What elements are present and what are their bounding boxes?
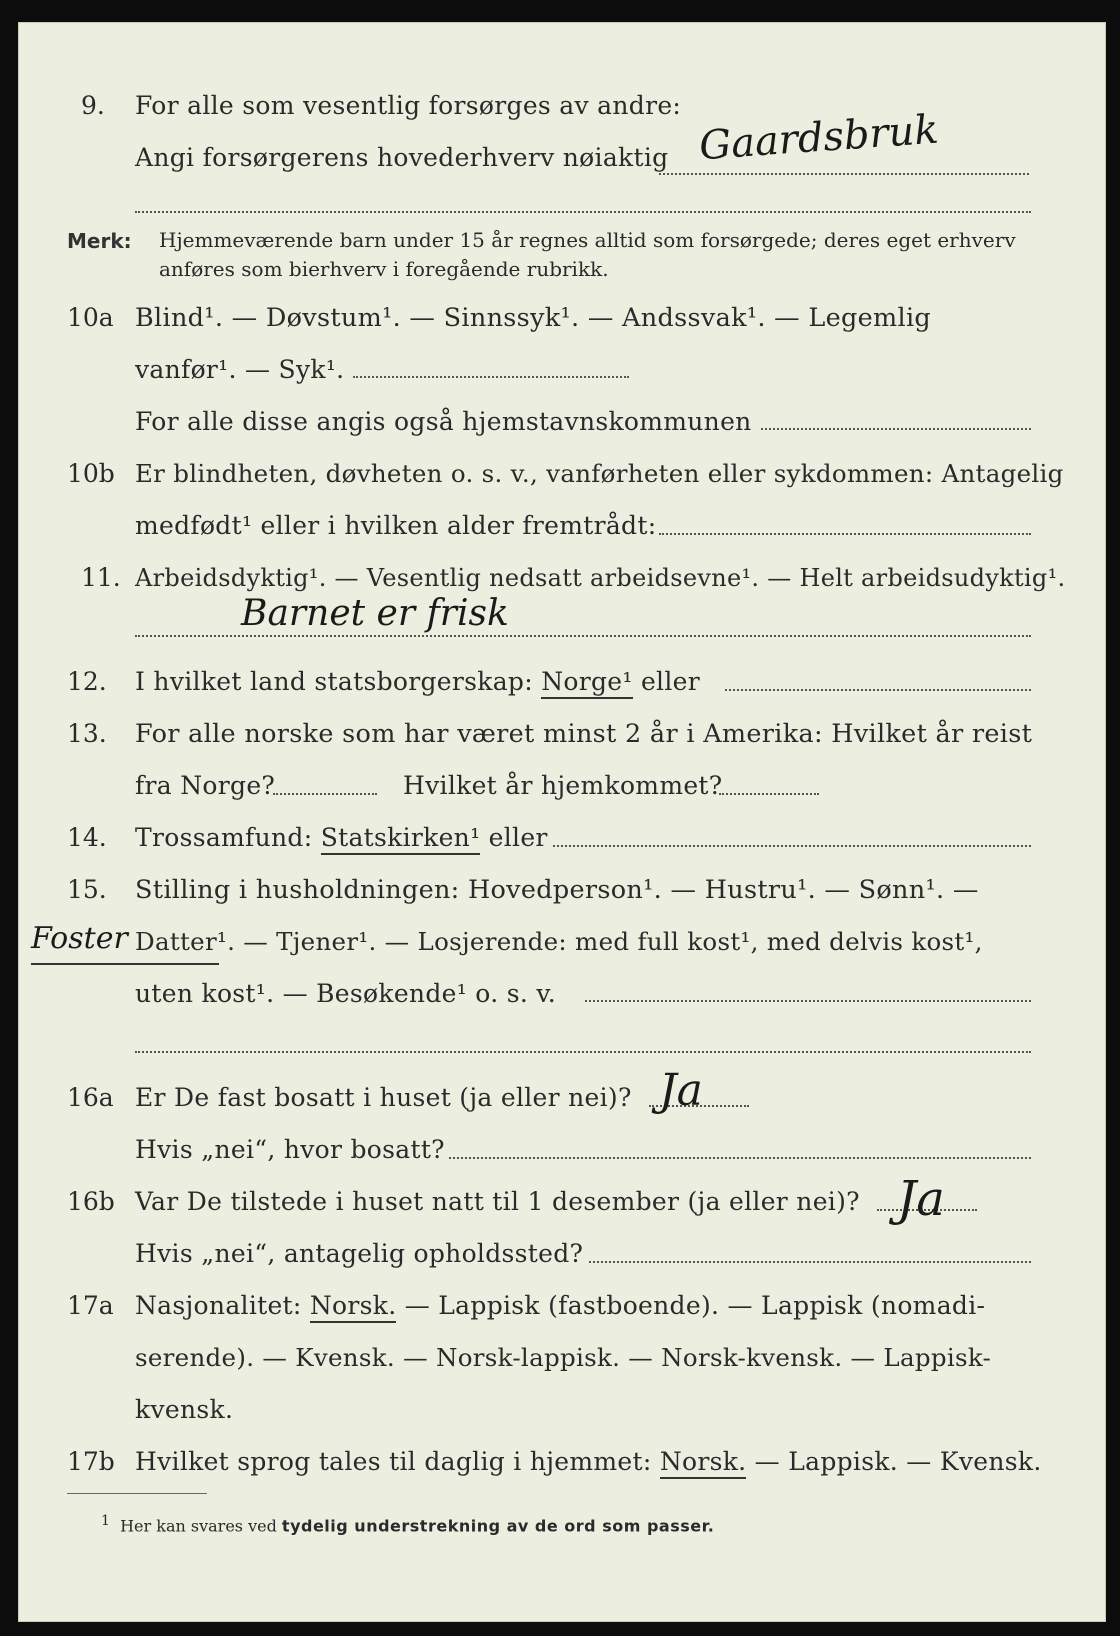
q15-blank [585, 1000, 1031, 1002]
q15-line3: uten kost¹. — Besøkende¹ o. s. v. [135, 979, 557, 1008]
q12-question [135, 667, 700, 697]
q11-line1: Arbeidsdyktig¹. — Vesentlig nedsatt arbeidsevne¹. — Helt arbeidsudyktig¹. [135, 564, 1066, 592]
q10b-line1: Er blindheten, døvheten o. s. v., vanførheten eller sykdommen: Antagelig [135, 459, 1064, 488]
q17a-number: 17a [67, 1291, 114, 1320]
q12-post: eller [640, 667, 700, 696]
q17b-underlined-answer: Norsk. [660, 1447, 747, 1479]
q10b-number: 10b [67, 459, 115, 488]
q13-hjemkommet-blank [719, 793, 819, 795]
q17b-number: 17b [67, 1447, 115, 1476]
q16a-line2: Hvis „nei“, hvor bosatt? [135, 1135, 445, 1164]
q12-number: 12. [67, 667, 107, 696]
q13-line1: For alle norske som har været minst 2 år i Amerika: Hvilket år reist [135, 719, 1033, 749]
q10a-line2: vanfør¹. — Syk¹. [135, 355, 345, 384]
q16b-handwritten-answer: Ja [897, 1171, 945, 1227]
q13-number: 13. [67, 719, 107, 748]
census-form-page [18, 22, 1106, 1622]
q9-line1: For alle som vesentlig forsørges av andre: [135, 91, 682, 120]
q14-underlined-answer: Statskirken¹ [321, 823, 481, 855]
q14-question [135, 823, 548, 853]
q10a-line2-blank [353, 376, 629, 378]
q17b-pre: Hvilket sprog tales til daglig i hjemmet: [135, 1447, 652, 1476]
q11-number: 11. [81, 563, 121, 592]
footnote [101, 1513, 714, 1535]
q16a-handwritten-answer: Ja [659, 1065, 703, 1116]
q12-underlined-answer: Norge¹ [541, 667, 633, 699]
q10a-line1: Blind¹. — Døvstum¹. — Sinnssyk¹. — Andssvak¹. — Legemlig [135, 303, 932, 333]
q16a-number: 16a [67, 1083, 114, 1112]
merk-label: Merk: [67, 229, 132, 253]
q10b-line2: medfødt¹ eller i hvilken alder fremtrådt: [135, 511, 657, 540]
q11-handwritten-answer: Barnet er frisk [241, 593, 509, 634]
q9-handwritten-answer: Gaardsbruk [697, 106, 940, 170]
q17a-line3: kvensk. [135, 1395, 234, 1424]
q14-post: eller [488, 823, 548, 852]
q17a-underlined-answer: Norsk. [310, 1291, 397, 1323]
q9-extra-line [135, 211, 1031, 213]
q12-pre: I hvilket land statsborgerskap: [135, 667, 533, 696]
q15-line1: Stilling i husholdningen: Hovedperson¹. — Hustru¹. — Sønn¹. — [135, 875, 979, 905]
q16b-opholdssted-blank [589, 1261, 1031, 1263]
q14-pre: Trossamfund: [135, 823, 313, 852]
q16b-line1: Var De tilstede i huset natt til 1 desember (ja eller nei)? [135, 1187, 860, 1216]
q15-margin-underline [31, 963, 219, 965]
q15-number: 15. [67, 875, 107, 904]
q16a-line1: Er De fast bosatt i huset (ja eller nei)? [135, 1083, 632, 1112]
q17b-line [135, 1447, 1042, 1477]
q10a-line3: For alle disse angis også hjemstavnskommunen [135, 407, 752, 436]
q9-line2: Angi forsørgerens hovederhverv nøiaktig [135, 143, 669, 172]
q15-line2: Datter¹. — Tjener¹. — Losjerende: med full kost¹, med delvis kost¹, [135, 927, 983, 956]
q9-answer-line [659, 173, 1029, 175]
q13-line2a: fra Norge? [135, 771, 276, 800]
merk-line2: anføres som bierhverv i foregående rubrikk. [159, 257, 609, 281]
q16b-line2: Hvis „nei“, antagelig opholdssted? [135, 1239, 584, 1268]
footnote-rule [67, 1493, 207, 1494]
q13-reist-blank [273, 793, 377, 795]
q11-answer-line [135, 635, 1031, 637]
q9-number: 9. [81, 91, 105, 120]
q10a-number: 10a [67, 303, 114, 332]
q17b-post: — Lappisk. — Kvensk. [754, 1447, 1042, 1476]
q15-extra-line [135, 1051, 1031, 1053]
q16b-number: 16b [67, 1187, 115, 1216]
q17a-line2: serende). — Kvensk. — Norsk-lappisk. — Norsk-kvensk. — Lappisk- [135, 1343, 992, 1372]
q14-number: 14. [67, 823, 107, 852]
q12-blank [725, 689, 1031, 691]
q10a-line3-blank [761, 428, 1031, 430]
q16a-bosatt-blank [449, 1157, 1031, 1159]
q10b-blank [659, 533, 1031, 535]
q17a-pre: Nasjonalitet: [135, 1291, 302, 1320]
q17a-line1 [135, 1291, 985, 1321]
q15-handwritten-margin-note: Foster [31, 921, 128, 956]
footnote-bold: tydelig understrekning av de ord som passer. [281, 1516, 715, 1536]
q13-line2b: Hvilket år hjemkommet? [403, 771, 723, 800]
q17a-line1-rest: — Lappisk (fastboende). — Lappisk (nomadi- [404, 1291, 986, 1320]
footnote-pre: Her kan svares ved [120, 1516, 277, 1536]
merk-line1: Hjemmeværende barn under 15 år regnes alltid som forsørgede; deres eget erhverv [159, 228, 1016, 252]
q14-blank [553, 845, 1031, 847]
footnote-mark: 1 [101, 1513, 110, 1529]
